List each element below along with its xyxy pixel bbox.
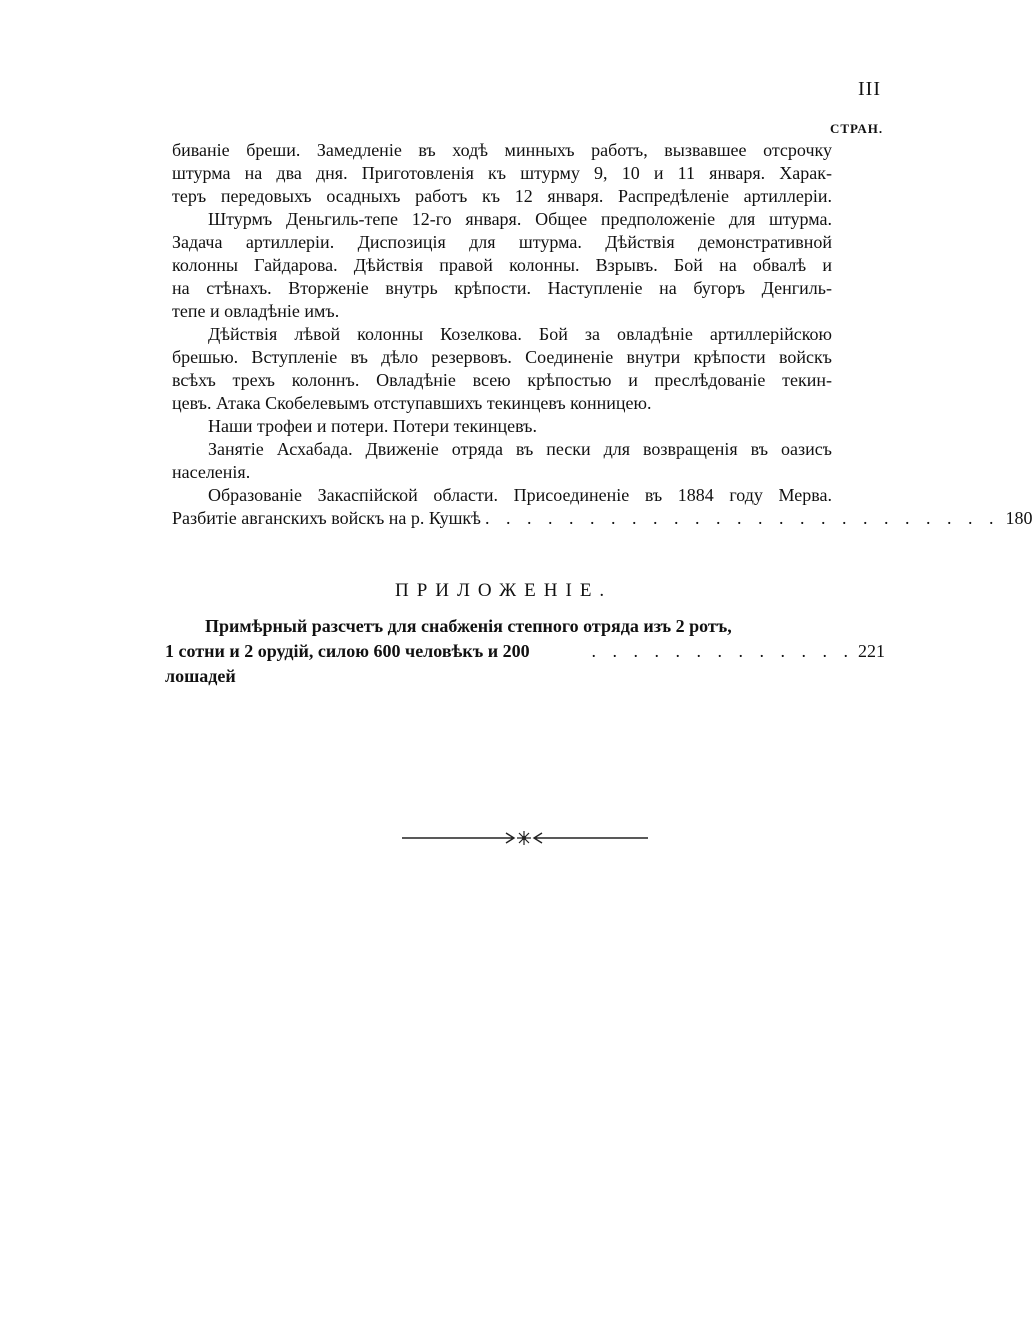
appendix-last-row: [165, 639, 885, 689]
appendix-line-1: Примѣрный разсчетъ для снабженія степного отряда изъ 2 ротъ,: [205, 616, 732, 636]
contents-line: Задача артиллеріи. Диспозиція для штурма. Дѣйствія демонстративной: [172, 232, 832, 252]
contents-line: Занятіе Асхабада. Движеніе отряда въ пески для возвращенія въ оазисъ: [208, 439, 832, 459]
contents-line: тепе и овладѣніе имъ.: [172, 301, 340, 321]
contents-line: колонны Гайдарова. Дѣйствія правой колонны. Взрывъ. Бой на обвалѣ и: [172, 255, 832, 275]
contents-line: биваніе бреши. Замедленіе въ ходѣ минныхъ работъ, вызвавшее отсрочку: [172, 140, 832, 160]
page-column-label: СТРАН.: [830, 121, 884, 136]
contents-line: штурма на два дня. Приготовленія къ штурму 9, 10 и 11 января. Харак-: [172, 163, 832, 183]
contents-line: теръ передовыхъ осадныхъ работъ къ 12 января. Распредѣленіе артиллеріи.: [172, 186, 832, 206]
toc-page-ref: 180: [1005, 508, 1032, 528]
contents-line: цевъ. Атака Скобелевымъ отступавшихъ текинцевъ конницею.: [172, 393, 652, 413]
appendix-heading: ПРИЛОЖЕНІЕ.: [395, 580, 613, 601]
contents-line: Наши трофеи и потери. Потери текинцевъ.: [208, 416, 537, 436]
contents-line: Штурмъ Деньгиль-тепе 12-го января. Общее предположеніе для штурма.: [208, 209, 832, 229]
contents-line: населенія.: [172, 462, 251, 482]
appendix-line-2: 1 сотни и 2 орудій, силою 600 человѣкъ и 200 лошадей: [165, 641, 530, 686]
contents-line: на стѣнахъ. Вторженіе внутрь крѣпости. Наступленіе на бугоръ Денгиль-: [172, 278, 832, 298]
contents-text: [172, 139, 1032, 530]
contents-line: Образованіе Закаспійской области. Присоединеніе въ 1884 году Мерва.: [208, 485, 832, 505]
toc-leader-dots: . . . . . . . . . . . . . . . . . . . . . . . . .: [484, 508, 1000, 528]
appendix-page-ref: 221: [858, 641, 885, 661]
contents-line: брешью. Вступленіе въ дѣло резервовъ. Соединеніе внутри крѣпости войскъ: [172, 347, 832, 367]
toc-last-entry-text: Разбитіе авганскихъ войскъ на р. Кушкѣ: [172, 508, 481, 528]
appendix-leader-dots: . . . . . . . . . . . . .: [591, 641, 854, 661]
page-number: III: [858, 78, 881, 100]
fleuron-divider-icon: [402, 828, 648, 848]
toc-last-entry: [172, 507, 1032, 530]
appendix-entry: [165, 614, 885, 689]
contents-line: Дѣйствія лѣвой колонны Козелкова. Бой за овладѣніе артиллерійскою: [208, 324, 832, 344]
contents-line: всѣхъ трехъ колоннъ. Овладѣніе всею крѣпостью и преслѣдованіе текин-: [172, 370, 832, 390]
